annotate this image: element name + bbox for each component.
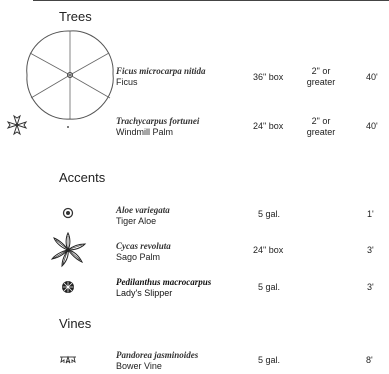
ficus-tree-symbol-icon — [23, 28, 117, 122]
plant-entry-bower-vine — [116, 350, 198, 372]
botanical-name: Trachycarpus fortunei — [116, 116, 200, 126]
common-name: Tiger Aloe — [116, 216, 157, 226]
container-size: 36" box — [253, 72, 284, 82]
mature-height: 40' — [366, 72, 378, 82]
botanical-name: Aloe variegata — [116, 205, 170, 215]
section-heading-trees: Trees — [59, 9, 92, 24]
botanical-name: Ficus microcarpa nitida — [116, 66, 206, 76]
container-size: 5 gal. — [258, 355, 281, 365]
ladys-slipper-symbol-icon — [61, 280, 75, 294]
caliper: 2" or greater — [306, 66, 336, 87]
common-name: Bower Vine — [116, 361, 162, 371]
botanical-name: Pandorea jasminoides — [116, 350, 199, 360]
common-name: Sago Palm — [116, 252, 161, 262]
windmill-palm-symbol-icon — [5, 113, 29, 137]
container-size: 24" box — [253, 121, 284, 131]
mature-height: 3' — [367, 245, 374, 255]
mature-height: 1' — [367, 209, 374, 219]
botanical-name: Cycas revoluta — [116, 241, 171, 251]
section-heading-vines: Vines — [59, 316, 92, 331]
common-name: Windmill Palm — [116, 127, 174, 137]
plant-entry-ladys-slipper — [116, 277, 211, 299]
bower-vine-symbol-icon — [58, 355, 78, 365]
sago-palm-symbol-icon — [49, 232, 87, 268]
botanical-name: Pedilanthus macrocarpus — [116, 277, 212, 287]
caliper: 2" or greater — [306, 116, 336, 137]
section-heading-accents: Accents — [59, 170, 106, 185]
plant-entry-sago-palm — [116, 241, 171, 263]
common-name: Ficus — [116, 77, 138, 87]
plant-entry-tiger-aloe — [116, 205, 170, 227]
plant-entry-windmill-palm — [116, 116, 199, 138]
header-rule — [33, 0, 389, 1]
mature-height: 8' — [366, 355, 373, 365]
container-size: 5 gal. — [258, 282, 281, 292]
mature-height: 3' — [367, 282, 374, 292]
tiger-aloe-symbol-icon — [62, 207, 74, 219]
container-size: 24" box — [253, 245, 284, 255]
mature-height: 40' — [366, 121, 378, 131]
container-size: 5 gal. — [258, 209, 281, 219]
plant-entry-ficus — [116, 66, 206, 88]
common-name: Lady's Slipper — [116, 288, 173, 298]
palm-center-dot — [67, 126, 69, 128]
